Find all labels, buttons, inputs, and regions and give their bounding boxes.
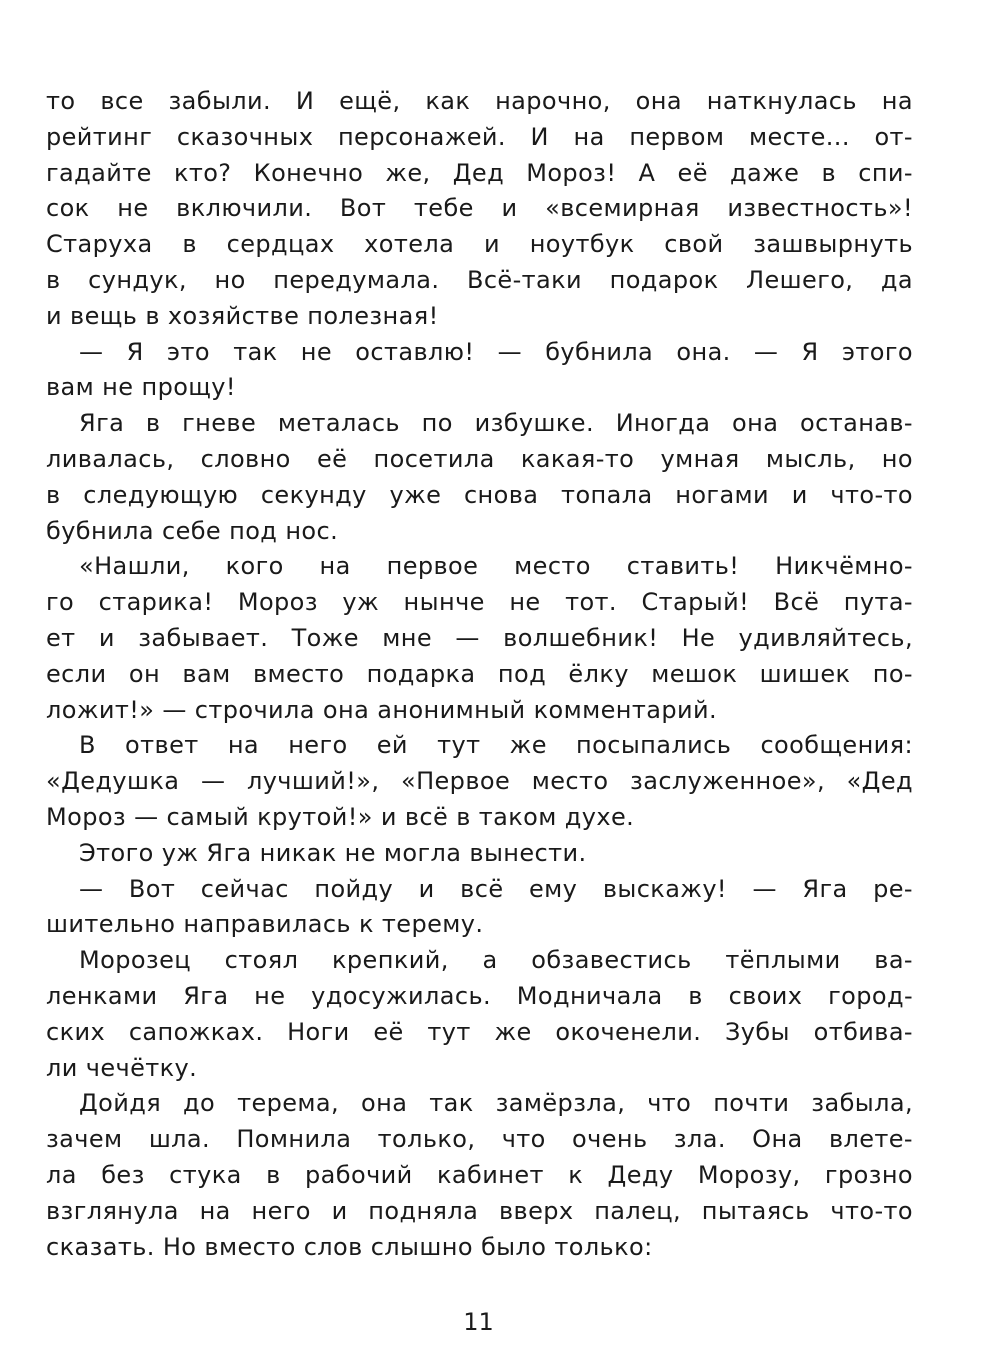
text-line: го старика! Мороз уж нынче не тот. Старый! Всё пута-: [46, 588, 913, 617]
text-line: ленками Яга не удосужилась. Модничала в своих город-: [46, 981, 913, 1010]
text-line: — Я это так не оставлю! — бубнила она. — Я этого: [79, 337, 913, 366]
text-line: «Дедушка — лучший!», «Первое место заслуженное», «Дед: [46, 767, 913, 796]
text-line: сказать. Но вместо слов слышно было только:: [46, 1232, 653, 1261]
text-line: Мороз — самый крутой!» и всё в таком духе.: [46, 802, 635, 831]
text-line: — Вот сейчас пойду и всё ему выскажу! — Яга ре-: [79, 874, 913, 903]
text-line: ложит!» — строчила она анонимный комментарий.: [46, 695, 717, 724]
text-line: ли чечётку.: [46, 1053, 198, 1082]
text-line: ет и забывает. Тоже мне — волшебник! Не удивляйтесь,: [46, 623, 913, 652]
text-line: если он вам вместо подарка под ёлку мешок шишек по-: [46, 659, 913, 688]
text-line: ливалась, словно её посетила какая-то умная мысль, но: [46, 444, 913, 473]
text-line: гадайте кто? Конечно же, Дед Мороз! А её даже в спи-: [46, 158, 913, 187]
text-line: «Нашли, кого на первое место ставить! Никчёмно-: [79, 552, 913, 581]
text-line: Дойдя до терема, она так замёрзла, что почти забыла,: [79, 1089, 913, 1118]
text-line: зачем шла. Помнила только, что очень зла. Она влете-: [46, 1125, 913, 1154]
text-line: и вещь в хозяйстве полезная!: [46, 301, 439, 330]
text-line: в следующую секунду уже снова топала ногами и что-то: [46, 480, 913, 509]
text-line: шительно направилась к терему.: [46, 910, 484, 939]
text-line: В ответ на него ей тут же посыпались сообщения:: [79, 731, 913, 760]
text-line: взглянула на него и подняла вверх палец, пытаясь что-то: [46, 1196, 913, 1225]
body-text: [46, 84, 913, 1265]
text-line: Этого уж Яга никак не могла вынести.: [79, 838, 587, 867]
text-line: Яга в гневе металась по избушке. Иногда она останав-: [79, 409, 913, 438]
text-line: вам не прощу!: [46, 373, 236, 402]
text-line: в сундук, но передумала. Всё-таки подарок Лешего, да: [46, 265, 913, 294]
text-line: ла без стука в рабочий кабинет к Деду Морозу, грозно: [46, 1160, 913, 1189]
text-line: сок не включили. Вот тебе и «всемирная известность»!: [46, 194, 913, 223]
text-line: бубнила себе под нос.: [46, 516, 339, 545]
text-line: ских сапожках. Ноги её тут же окоченели. Зубы отбива-: [46, 1017, 913, 1046]
text-line: то все забыли. И ещё, как нарочно, она наткнулась на: [46, 87, 913, 115]
text-line: Старуха в сердцах хотела и ноутбук свой зашвырнуть: [46, 230, 913, 259]
text-line: Морозец стоял крепкий, а обзавестись тёплыми ва-: [79, 946, 913, 975]
text-line: рейтинг сказочных персонажей. И на первом месте... от-: [46, 122, 913, 151]
page-number: 11: [463, 1308, 494, 1336]
